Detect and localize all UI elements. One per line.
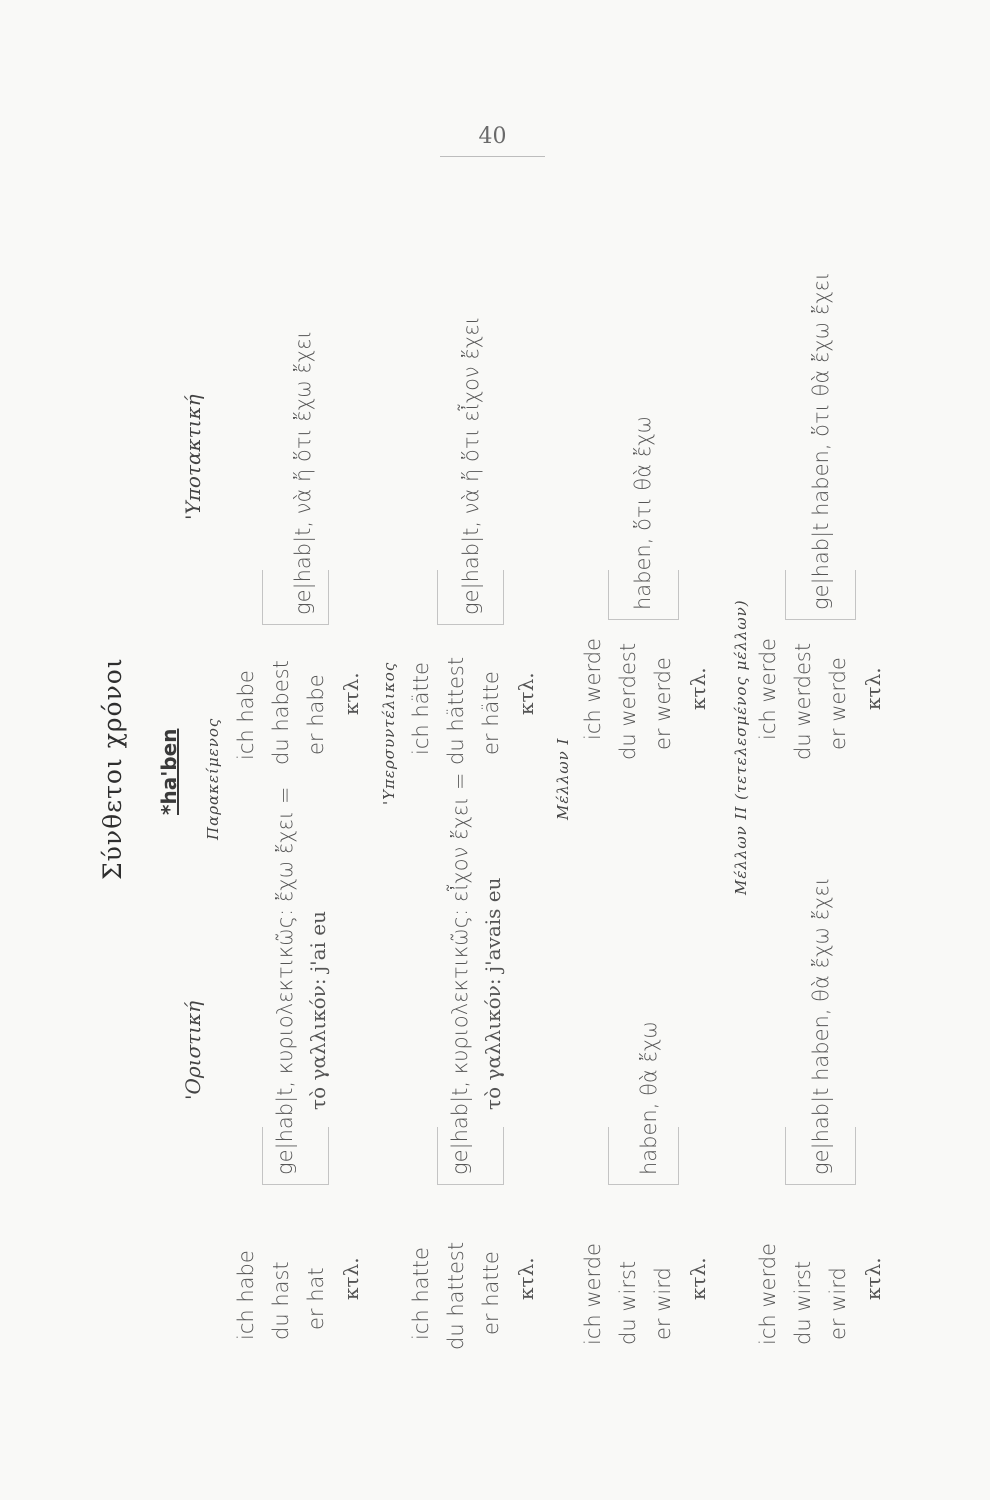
verb-form: κτλ. <box>514 672 538 715</box>
future1-indicative-infinitive: haben, θὰ ἔχω <box>637 1021 661 1175</box>
verb-form: er wird <box>651 1267 675 1340</box>
future2-subjunctive-infinitive: ge|hab|t haben, ὅτι θὰ ἔχω ἔχει <box>809 271 833 610</box>
bracket-line <box>855 1127 856 1185</box>
verb-form: κτλ. <box>861 1257 885 1300</box>
perfect-subjunctive-participle: ge|hab|t, νὰ ἤ ὅτι ἔχω ἔχει <box>291 330 315 615</box>
verb-form: ich hätte <box>409 662 433 755</box>
bracket-line <box>437 1127 438 1185</box>
future2-indicative-infinitive: ge|hab|t haben, θὰ ἔχω ἔχει <box>809 877 833 1175</box>
verb-heading: *ha'ben <box>157 728 181 815</box>
bracket-line <box>262 1127 263 1185</box>
verb-form: κτλ. <box>339 1257 363 1300</box>
verb-form: er werde <box>651 657 675 750</box>
verb-form: κτλ. <box>861 667 885 710</box>
verb-form: er wird <box>826 1267 850 1340</box>
bracket-line <box>503 570 504 625</box>
bracket-line <box>855 570 856 620</box>
verb-form: ich werde <box>581 638 605 740</box>
verb-form: du werdest <box>616 642 640 760</box>
verb-form: κτλ. <box>514 1257 538 1300</box>
pluperfect-indicative-participle: ge|hab|t, κυριολεκτικῶς: εἶχον ἔχει = <box>448 772 472 1175</box>
pluperfect-subjunctive-participle: ge|hab|t, νὰ ἤ ὅτι εἶχον ἔχει <box>459 316 483 615</box>
bracket-line <box>437 570 438 625</box>
verb-form: er habe <box>304 674 328 755</box>
verb-form: er hatte <box>479 1251 503 1335</box>
perfect-indicative-french: τὸ γαλλικόν: j'ai eu <box>306 910 330 1110</box>
bracket-line <box>608 1184 678 1185</box>
verb-form: ich werde <box>581 1243 605 1345</box>
bracket-line <box>262 624 328 625</box>
verb-form: du hast <box>269 1261 293 1340</box>
bracket-line <box>785 619 855 620</box>
verb-form: ich werde <box>756 638 780 740</box>
mood-indicative-heading: 'Οριστική <box>181 1000 205 1100</box>
future1-subjunctive-infinitive: haben, ὅτι θὰ ἔχω <box>631 415 655 610</box>
verb-form: ich hatte <box>409 1247 433 1340</box>
bracket-line <box>608 570 609 620</box>
verb-form: κτλ. <box>339 672 363 715</box>
verb-form: ich habe <box>234 1250 258 1340</box>
verb-form: ich habe <box>234 670 258 760</box>
mood-subjunctive-heading: 'Υποτακτική <box>181 394 205 520</box>
verb-form: er hat <box>304 1267 328 1330</box>
tense-heading-future1: Μέλλων I <box>554 737 572 820</box>
tense-heading-perfect: Παρακείμενος <box>204 717 222 840</box>
page-number: 40 <box>478 124 507 149</box>
bracket-line <box>608 1127 609 1185</box>
verb-form: κτλ. <box>686 667 710 710</box>
verb-form: du hättest <box>444 656 468 765</box>
perfect-indicative-participle: ge|hab|t, κυριολεκτικῶς: ἔχω ἔχει = <box>273 786 297 1175</box>
bracket-line <box>437 624 503 625</box>
verb-form: κτλ. <box>686 1257 710 1300</box>
tense-heading-pluperfect: 'Υπερσυντέλικος <box>380 661 398 805</box>
verb-form: du wirst <box>791 1260 815 1345</box>
bracket-line <box>328 570 329 625</box>
verb-form: du wirst <box>616 1260 640 1345</box>
tense-heading-future2: Μέλλων II (τετελεσμένος μέλλων) <box>732 599 750 895</box>
verb-form: er werde <box>826 657 850 750</box>
bracket-line <box>262 570 263 625</box>
pluperfect-indicative-french: τὸ γαλλικόν: j'avais eu <box>481 877 505 1110</box>
verb-form: du hattest <box>444 1241 468 1350</box>
bracket-line <box>437 1184 503 1185</box>
verb-form: er hätte <box>479 671 503 755</box>
verb-form: du habest <box>269 660 293 765</box>
verb-form: du werdest <box>791 642 815 760</box>
bracket-line <box>785 1127 786 1185</box>
bracket-line <box>678 570 679 620</box>
bracket-line <box>608 619 678 620</box>
bracket-line <box>503 1127 504 1185</box>
bracket-line <box>785 570 786 620</box>
bracket-line <box>785 1184 855 1185</box>
verb-form: ich werde <box>756 1243 780 1345</box>
bracket-line <box>678 1127 679 1185</box>
bracket-line <box>262 1184 328 1185</box>
bracket-line <box>328 1127 329 1185</box>
page-title: Σύνθετοι χρόνοι <box>98 657 127 880</box>
